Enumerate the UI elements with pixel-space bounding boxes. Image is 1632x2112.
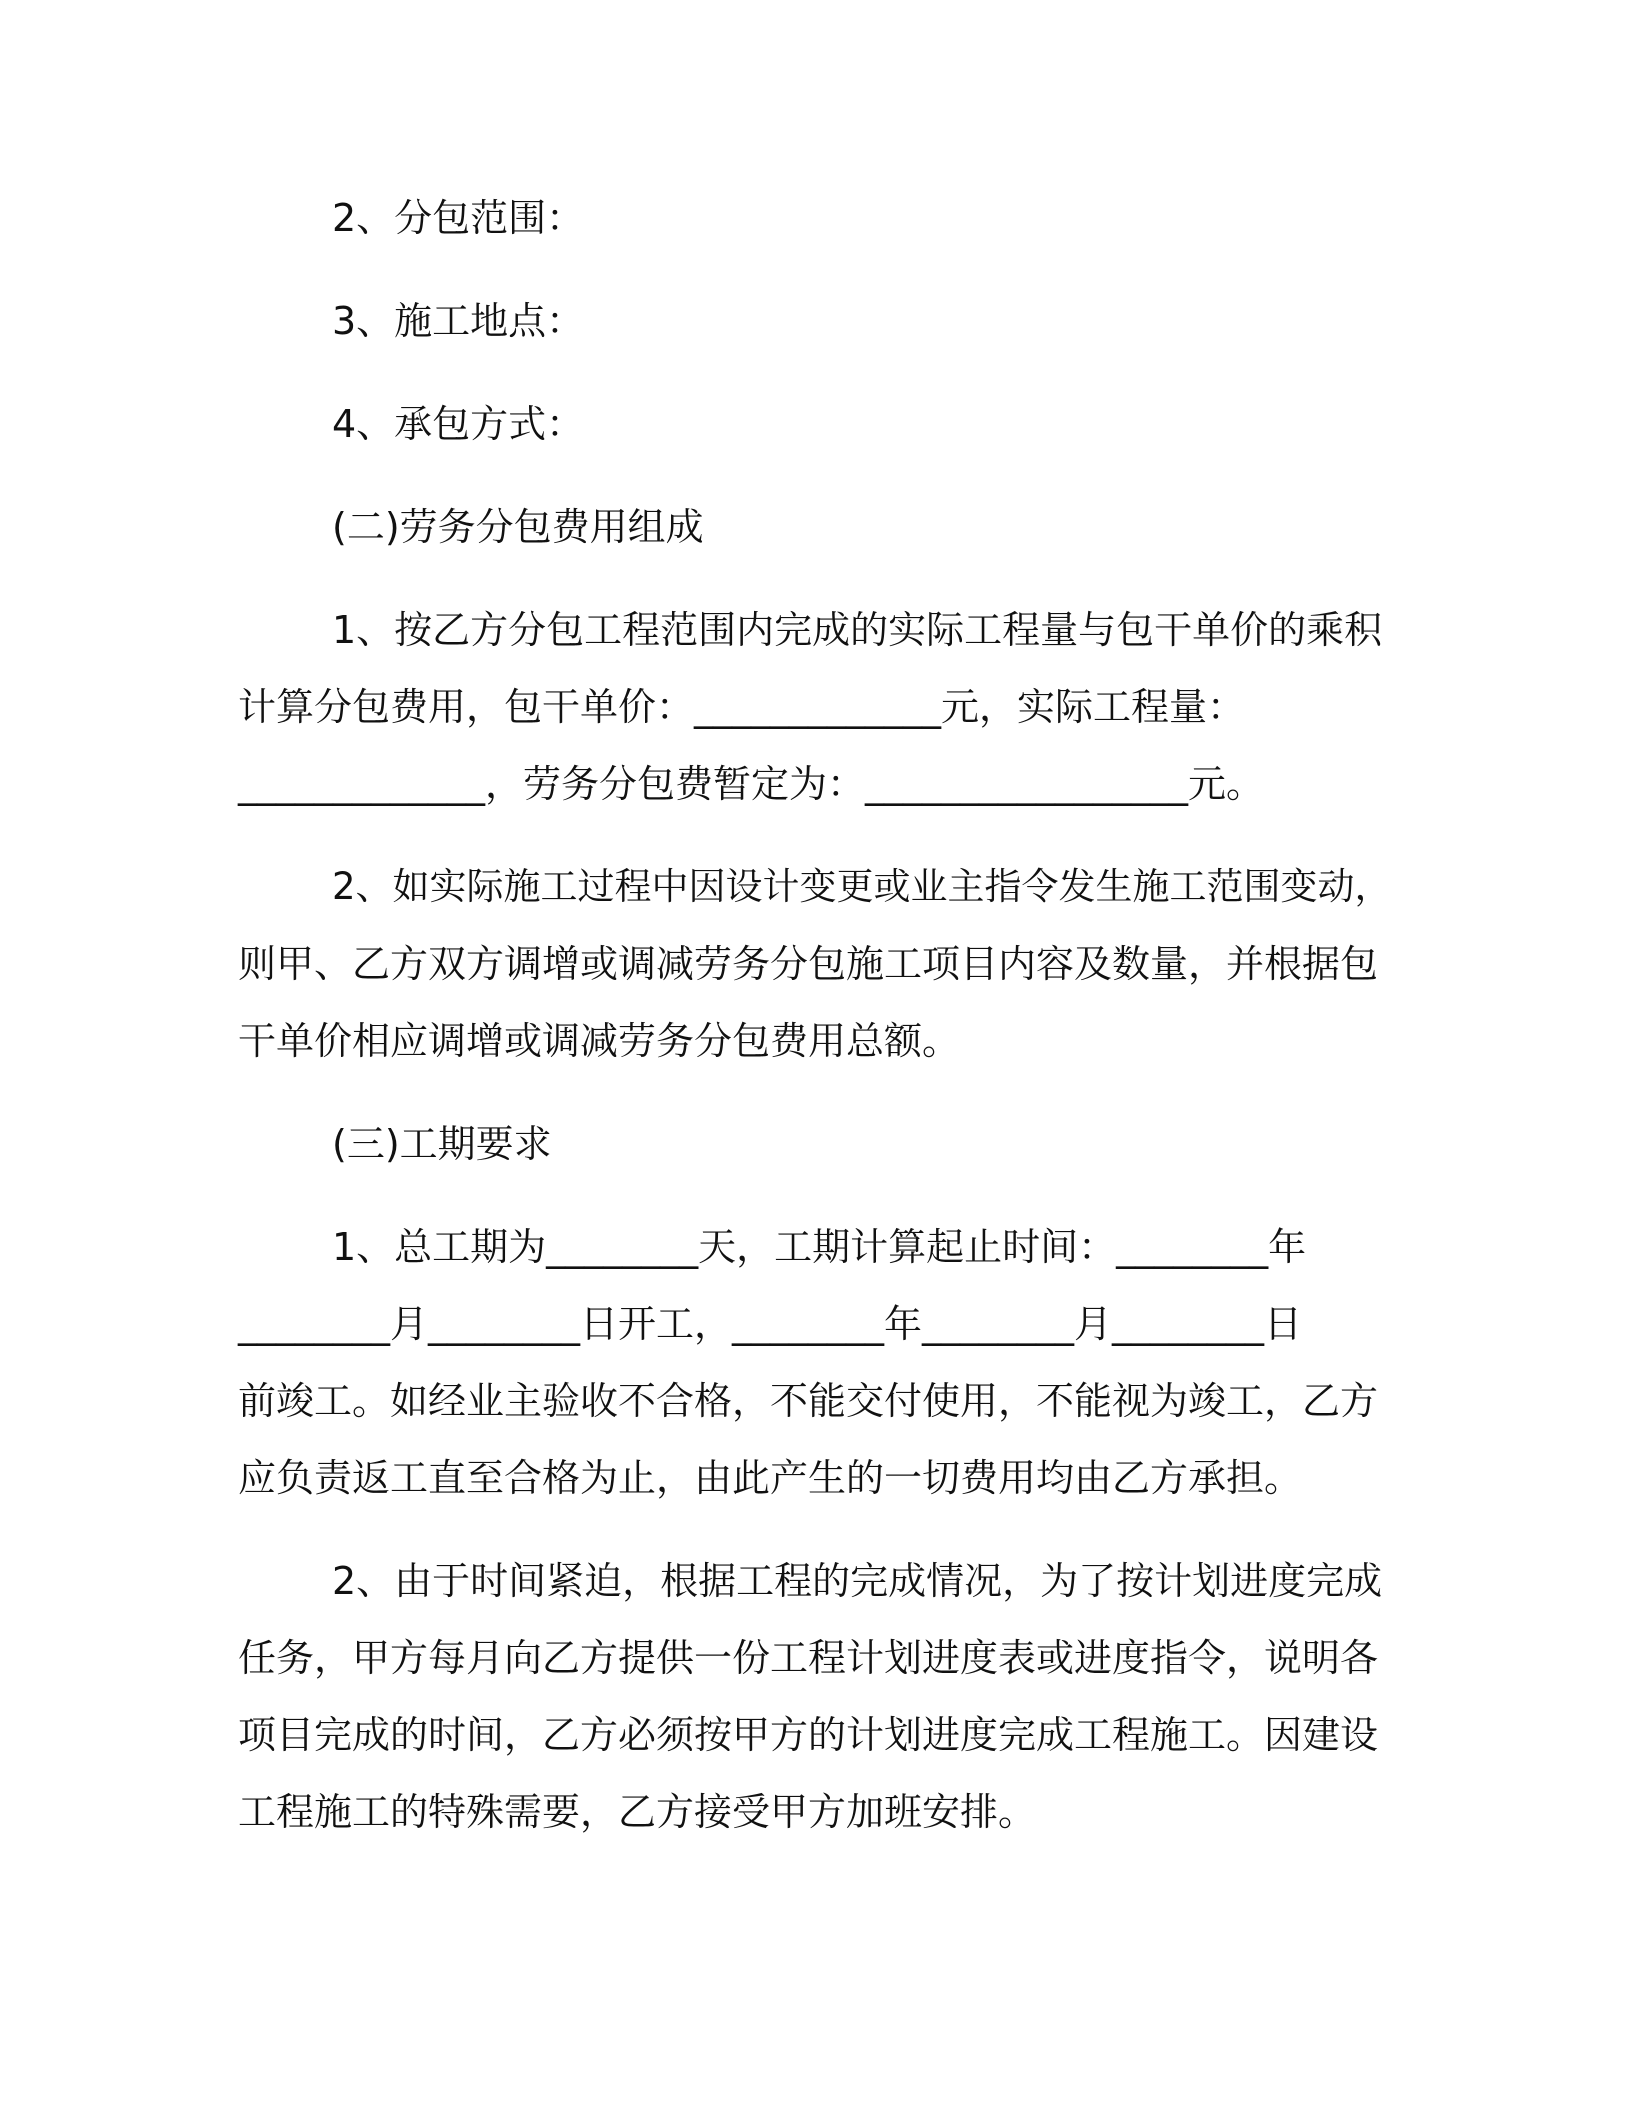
section-heading-schedule: (三)工期要求 xyxy=(332,1122,552,1166)
paragraph-progress-line: 任务，甲方每月向乙方提供一份工程计划进度表或进度指令，说明各 xyxy=(238,1636,1379,1680)
paragraph-duration-line: 应负责返工直至合格为止，由此产生的一切费用均由乙方承担。 xyxy=(238,1456,1303,1500)
item-construction-site: 3、施工地点： xyxy=(332,299,585,343)
item-contract-method: 4、承包方式： xyxy=(332,402,585,446)
paragraph-adjustment-line: 则甲、乙方双方调增或调减劳务分包施工项目内容及数量，并根据包 xyxy=(238,942,1379,986)
paragraph-duration-line: 前竣工。如经业主验收不合格，不能交付使用，不能视为竣工，乙方 xyxy=(238,1379,1379,1423)
paragraph-fee-line: 计算分包费用，包干单价：_____________元，实际工程量： xyxy=(238,685,1246,729)
paragraph-adjustment-line: 2、如实际施工过程中因设计变更或业主指令发生施工范围变动， xyxy=(332,865,1392,908)
paragraph-progress-line: 项目完成的时间，乙方必须按甲方的计划进度完成工程施工。因建设 xyxy=(238,1713,1379,1757)
section-heading-fee-composition: (二)劳务分包费用组成 xyxy=(332,505,704,549)
paragraph-progress-line: 工程施工的特殊需要，乙方接受甲方加班安排。 xyxy=(238,1790,1037,1834)
paragraph-duration-line: 1、总工期为________天，工期计算起止时间：________年 xyxy=(332,1225,1307,1269)
paragraph-fee-line: 1、按乙方分包工程范围内完成的实际工程量与包干单价的乘积 xyxy=(332,608,1383,652)
paragraph-fee-line: _____________，劳务分包费暂定为：_________________元。 xyxy=(238,762,1265,806)
item-subcontract-scope: 2、分包范围： xyxy=(332,196,585,240)
paragraph-duration-line: ________月________日开工，________年________月________日 xyxy=(238,1302,1303,1346)
paragraph-adjustment-line: 干单价相应调增或调减劳务分包费用总额。 xyxy=(238,1019,961,1063)
paragraph-progress-line: 2、由于时间紧迫，根据工程的完成情况，为了按计划进度完成 xyxy=(332,1559,1383,1603)
